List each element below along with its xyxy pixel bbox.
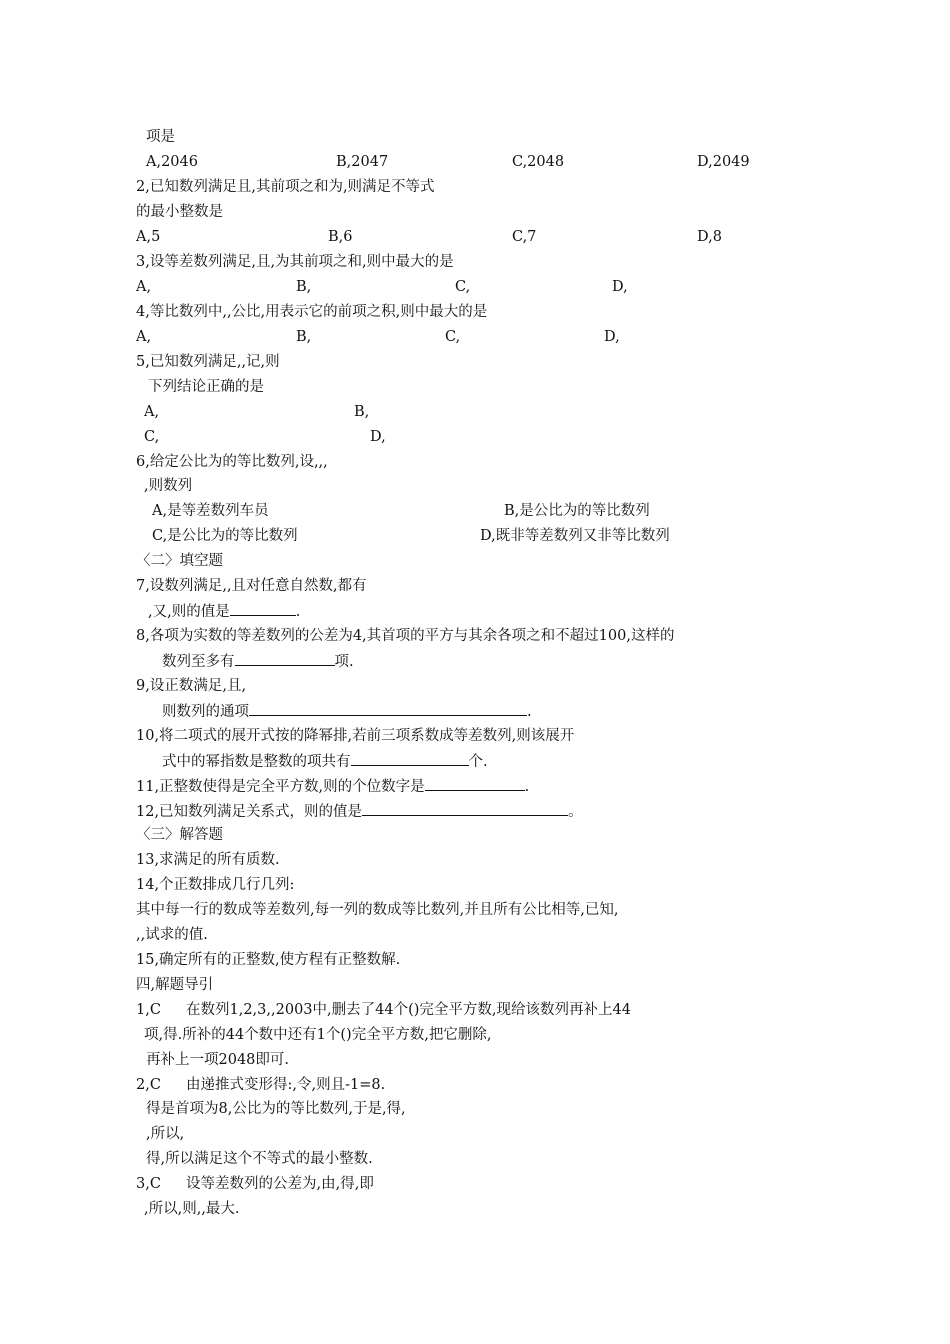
q3-option-d: D, bbox=[612, 279, 628, 295]
q9-text: 则数列的通项 bbox=[162, 704, 249, 720]
q14-line3: ,,试求的值. bbox=[136, 927, 208, 943]
a2-head: 2,C bbox=[136, 1077, 161, 1093]
a1-head: 1,C bbox=[136, 1002, 161, 1018]
a1-line2: 项,得.所补的44个数中还有1个()完全平方数,把它删除, bbox=[144, 1027, 492, 1043]
q5-line1: 5,已知数列满足,,记,则 bbox=[136, 354, 280, 370]
q11-answer-blank bbox=[425, 777, 525, 791]
q5-line2: 下列结论正确的是 bbox=[148, 379, 264, 395]
q9-line2 bbox=[162, 702, 532, 721]
q2-option-a: A,5 bbox=[136, 229, 161, 245]
a2-line4: 得,所以满足这个不等式的最小整数. bbox=[146, 1151, 373, 1167]
q3-option-a: A, bbox=[136, 279, 152, 295]
q2-line2: 的最小整数是 bbox=[136, 204, 223, 220]
q1-tail: 项是 bbox=[146, 129, 175, 145]
a3-line2: ,所以,则,,最大. bbox=[144, 1201, 240, 1217]
a3-line1: 设等差数列的公差为,由,得,即 bbox=[186, 1176, 374, 1192]
q10-text: 式中的幂指数是整数的项共有 bbox=[162, 754, 351, 770]
q2-option-b: B,6 bbox=[328, 229, 353, 245]
q13-line: 13,求满足的所有质数. bbox=[136, 852, 280, 868]
q5-option-c: C, bbox=[144, 429, 160, 445]
a1-line1: 在数列1,2,3,,2003中,删去了44个()完全平方数,现给该数列再补上44 bbox=[186, 1002, 631, 1018]
q9-end: . bbox=[527, 704, 532, 720]
q6-option-d: D,既非等差数列又非等比数列 bbox=[480, 528, 670, 544]
a2-line3: ,所以, bbox=[146, 1126, 185, 1142]
q9-line1: 9,设正数满足,且, bbox=[136, 678, 247, 694]
q1-option-d: D,2049 bbox=[697, 154, 750, 170]
q3-option-c: C, bbox=[455, 279, 471, 295]
q12-answer-blank bbox=[362, 802, 568, 816]
q6-line2: ,则数列 bbox=[144, 478, 193, 494]
a2-line2: 得是首项为8,公比为的等比数列,于是,得, bbox=[146, 1101, 406, 1117]
q7-line1: 7,设数列满足,,且对任意自然数,都有 bbox=[136, 578, 367, 594]
q1-option-a: A,2046 bbox=[146, 154, 198, 170]
section-fill-in-heading: 〈二〉填空题 bbox=[136, 553, 223, 569]
q11-line bbox=[136, 777, 529, 796]
a2-line1: 由递推式变形得:,令,则且-1=8. bbox=[186, 1077, 386, 1093]
a3-head: 3,C bbox=[136, 1176, 161, 1192]
q12-line bbox=[136, 802, 583, 821]
q8-answer-blank bbox=[235, 652, 335, 666]
q11-end: . bbox=[524, 779, 530, 795]
q5-option-a: A, bbox=[144, 404, 160, 420]
q6-option-b: B,是公比为的等比数列 bbox=[504, 503, 650, 519]
q7-text: ,又,则的值是 bbox=[148, 604, 230, 620]
q7-answer-blank bbox=[230, 602, 296, 616]
q10-answer-blank bbox=[351, 752, 469, 766]
q2-option-c: C,7 bbox=[512, 229, 537, 245]
q8-text: 数列至多有 bbox=[162, 654, 235, 670]
q7-end: . bbox=[295, 604, 301, 620]
q10-end: 个. bbox=[468, 754, 488, 770]
q2-line1: 2,已知数列满足且,其前项之和为,则满足不等式 bbox=[136, 179, 435, 195]
q1-option-b: B,2047 bbox=[336, 154, 389, 170]
q14-line1: 14,个正数排成几行几列: bbox=[136, 877, 295, 893]
q8-line1: 8,各项为实数的等差数列的公差为4,其首项的平方与其余各项之和不超过100,这样的 bbox=[136, 628, 675, 644]
q4-option-d: D, bbox=[604, 329, 620, 345]
q5-option-b: B, bbox=[354, 404, 370, 420]
q10-line1: 10,将二项式的展开式按的降幂排,若前三项系数成等差数列,则该展开 bbox=[136, 728, 575, 744]
q4-option-a: A, bbox=[136, 329, 152, 345]
section-answer-heading: 〈三〉解答题 bbox=[136, 827, 223, 843]
q14-line2: 其中每一行的数成等差数列,每一列的数成等比数列,并且所有公比相等,已知, bbox=[136, 902, 619, 918]
q7-line2 bbox=[148, 602, 300, 621]
q5-option-d: D, bbox=[370, 429, 386, 445]
q9-answer-blank bbox=[249, 702, 527, 716]
q12-text: 12,已知数列满足关系式，则的值是 bbox=[136, 804, 363, 820]
q4-option-c: C, bbox=[445, 329, 461, 345]
q1-option-c: C,2048 bbox=[512, 154, 565, 170]
q8-end: 项. bbox=[334, 654, 354, 670]
q3-option-b: B, bbox=[296, 279, 312, 295]
q6-line1: 6,给定公比为的等比数列,设,,, bbox=[136, 454, 328, 470]
q4-option-b: B, bbox=[296, 329, 312, 345]
section-guide-heading: 四,解题导引 bbox=[136, 977, 214, 993]
q6-option-a: A,是等差数列车员 bbox=[152, 503, 269, 519]
q11-text: 11,正整数使得是完全平方数,则的个位数字是 bbox=[136, 779, 425, 795]
q2-option-d: D,8 bbox=[697, 229, 722, 245]
q10-line2 bbox=[162, 752, 488, 771]
q8-line2 bbox=[162, 652, 354, 671]
q3-line: 3,设等差数列满足,且,为其前项之和,则中最大的是 bbox=[136, 254, 454, 270]
q12-end: 。 bbox=[568, 804, 583, 820]
q6-option-c: C,是公比为的等比数列 bbox=[152, 528, 298, 544]
a1-line3: 再补上一项2048即可. bbox=[146, 1052, 290, 1068]
q15-line: 15,确定所有的正整数,使方程有正整数解. bbox=[136, 952, 401, 968]
q4-line: 4,等比数列中,,公比,用表示它的前项之积,则中最大的是 bbox=[136, 304, 488, 320]
